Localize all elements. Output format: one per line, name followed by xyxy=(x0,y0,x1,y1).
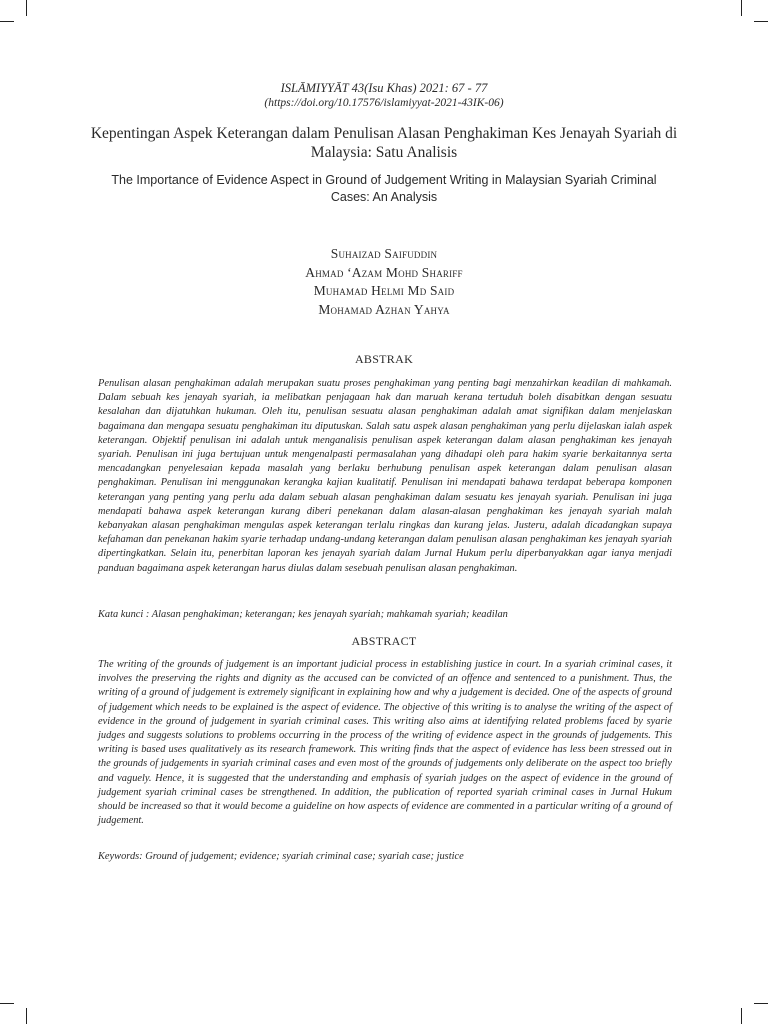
crop-mark-top-left xyxy=(26,0,27,16)
title-english: The Importance of Evidence Aspect in Ground of Judgement Writing in Malaysian Syariah Criminal Cases: An Analysis xyxy=(111,173,657,204)
abstrak-heading: ABSTRAK xyxy=(354,352,414,366)
abstract-body: The writing of the grounds of judgement is an important judicial process in establishing justice in court. In a syariah criminal cases, it involves the preserving the rights and dignity as the accused can be convicted of an offence and sentenced to a punishment. Thus, the writing of a ground of judgement is extremely significant in explaining how and why a judgement is decided. One of the aspects of ground of judgement which needs to be explained is the aspect of evidence. The objective of this writing is to analyse the writing of the aspect of evidence in the ground of judgement in syariah criminal cases. This writing also aims at identifying related problems faced by syarie judges and suggests solutions to problems occurring in the process of the writing of evidence aspect in the grounds of judgements. This writing is based uses qualitatively as its research framework. This writing finds that the aspect of evidence has less been stressed out in the grounds of judgements in syariah criminal cases and even most of the grounds of judgements only deliberate on the aspect too briefly and vaguely. Hence, it is suggested that the understanding and emphasis of syariah judges on the aspect of evidence in the ground of judgement syariah criminal cases be strengthened. In addition, the publication of reported syariah criminal cases in Jurnal Hukum should be increased so that it would become a guideline on how aspects of evidence are commented in a particular writing of a ground of judgement. xyxy=(98,659,672,827)
abstrak-body: Penulisan alasan penghakiman adalah merupakan suatu proses penghakiman yang penting bagi menzahirkan keadilan di mahkamah. Dalam sebuah kes jenayah syariah, ia melibatkan penjagaan hak dan maruah kerana tertuduh boleh disabitkan dengan sesuatu kesalahan dan dijatuhkan hukuman. Oleh itu, penulisan sesuatu alasan penghakiman adalah amat signifikan dalam menjelaskan bagaimana dan mengapa sesuatu penghakiman itu diputuskan. Salah satu aspek alasan penghakiman yang perlu dijelaskan ialah aspek keterangan. Objektif penulisan ini adalah untuk menganalisis penulisan aspek keterangan dalam alasan penghakiman kes jenayah syariah. Penulisan ini juga bertujuan untuk mengenalpasti permasalahan yang dihadapi oleh para hakim syarie berkaitannya serta mencadangkan penyelesaian kepada masalah yang berlaku berhubung penulisan aspek keterangan dalam penulisan alasan penghakiman. Penulisan ini menggunakan kerangka kajian kualitatif. Penulisan ini mendapati bahawa terdapat beberapa komponen keterangan yang penting yang perlu ada dalam sebuah alasan penghakiman dalam sesuatu kes jenayah syariah. Penulisan ini juga mendapati bahawa aspek keterangan kurang diberi penekanan dalam alasan-alasan penghakiman kes jenayah syariah malah kebanyakan alasan penghakiman mengulas aspek keterangan terlalu ringkas dan kurang jelas. Justeru, adalah dicadangkan supaya kefahaman dan penekanan hakim syarie terhadap undang-undang keterangan dalam penulisan alasan penghakiman kes jenayah syariah dipertingkatkan. Selain itu, penerbitan laporan kes jenayah syariah dalam Jurnal Hukum perlu diperbanyakkan agar ianya menjadi panduan bagaimana aspek keterangan harus diulas dalam sesebuah penulisan alasan penghakiman. xyxy=(98,378,672,574)
crop-mark-top-left-h xyxy=(0,21,14,22)
abstract-heading: ABSTRACT xyxy=(351,634,417,648)
journal-citation: ISLĀMIYYĀT 43(Isu Khas) 2021: 67 - 77 xyxy=(280,81,488,95)
crop-mark-bottom-left xyxy=(26,1008,27,1024)
author-name: Muhamad Helmi Md Said xyxy=(313,283,455,298)
doi-link[interactable]: (https://doi.org/10.17576/islamiyyat-2021-43IK-06) xyxy=(264,97,504,109)
author-name: Suhaizad Saifuddin xyxy=(330,246,438,261)
kata-kunci: Kata kunci : Alasan penghakiman; keterangan; kes jenayah syariah; mahkamah syariah; keadilan xyxy=(98,609,508,620)
keywords: Keywords: Ground of judgement; evidence; syariah criminal case; syariah case; justice xyxy=(98,851,464,862)
crop-mark-bottom-right xyxy=(741,1008,742,1024)
crop-mark-top-right-h xyxy=(754,21,768,22)
crop-mark-bottom-left-h xyxy=(0,1003,14,1004)
author-name: Mohamad Azhan Yahya xyxy=(318,301,450,317)
crop-mark-top-right xyxy=(741,0,742,16)
crop-mark-bottom-right-h xyxy=(754,1003,768,1004)
author-name: Ahmad ‘Azam Mohd Shariff xyxy=(305,264,463,280)
title-malay: Kepentingan Aspek Keterangan dalam Penulisan Alasan Penghakiman Kes Jenayah Syariah di Malaysia: Satu Analisis xyxy=(90,125,678,161)
author-list xyxy=(0,245,768,319)
